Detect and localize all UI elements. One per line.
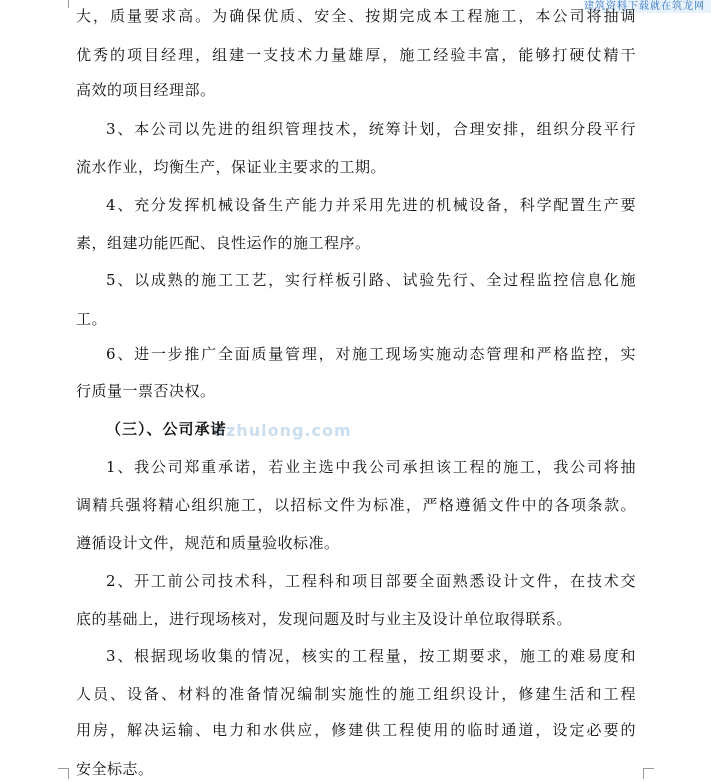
paragraph-line: 人员、设备、材料的准备情况编制实施性的施工组织设计，修建生活和工程 — [76, 685, 636, 703]
paragraph-line: 安全标志。 — [76, 760, 154, 778]
margin-corner-mark — [643, 768, 654, 779]
paragraph-line: 素，组建功能匹配、良性运作的施工程序。 — [76, 234, 371, 252]
paragraph-line: 行质量一票否决权。 — [76, 382, 216, 400]
paragraph-line: 3、本公司以先进的组织管理技术，统筹计划，合理安排，组织分段平行 — [106, 120, 636, 138]
paragraph-line: 优秀的项目经理，组建一支技术力量雄厚，施工经验丰富，能够打硬仗精干 — [76, 46, 636, 64]
margin-corner-mark — [58, 768, 69, 779]
paragraph-line: 5、以成熟的施工工艺，实行样板引路、试验先行、全过程监控信息化施 — [106, 271, 636, 289]
paragraph-line: 遵循设计文件，规范和质量验收标准。 — [76, 534, 340, 552]
paragraph-line: 用房，解决运输、电力和水供应，修建供工程使用的临时通道，设定必要的 — [76, 721, 636, 739]
paragraph-line: 大，质量要求高。为确保优质、安全、按期完成本工程施工，本公司将抽调 — [76, 7, 636, 25]
source-banner: 建筑资料下载就在筑龙网 — [574, 0, 711, 13]
paragraph-line: 6、进一步推广全面质量管理，对施工现场实施动态管理和严格监控，实 — [106, 345, 636, 363]
paragraph-line: 流水作业，均衡生产，保证业主要求的工期。 — [76, 158, 387, 176]
section-heading: （三）、公司承诺 — [106, 420, 227, 438]
watermark — [214, 421, 352, 440]
paragraph-line: 工。 — [76, 310, 108, 328]
margin-corner-mark — [58, 0, 69, 8]
paragraph-line: 调精兵强将精心组织施工，以招标文件为标准，严格遵循文件中的各项条款。 — [76, 496, 636, 514]
paragraph-line: 4、充分发挥机械设备生产能力并采用先进的机械设备，科学配置生产要 — [106, 196, 636, 214]
paragraph-line: 2、开工前公司技术科，工程科和项目部要全面熟悉设计文件，在技术交 — [106, 572, 636, 590]
paragraph-line: 3、根据现场收集的情况，核实的工程量，按工期要求，施工的难易度和 — [106, 647, 636, 665]
paragraph-line: 高效的项目经理部。 — [76, 81, 216, 99]
paragraph-line: 底的基础上，进行现场核对，发现问题及时与业主及设计单位取得联系。 — [76, 610, 573, 628]
paragraph-line: 1、我公司郑重承诺，若业主选中我公司承担该工程的施工，我公司将抽 — [106, 458, 636, 476]
watermark-text: zhulong.com — [226, 421, 352, 440]
